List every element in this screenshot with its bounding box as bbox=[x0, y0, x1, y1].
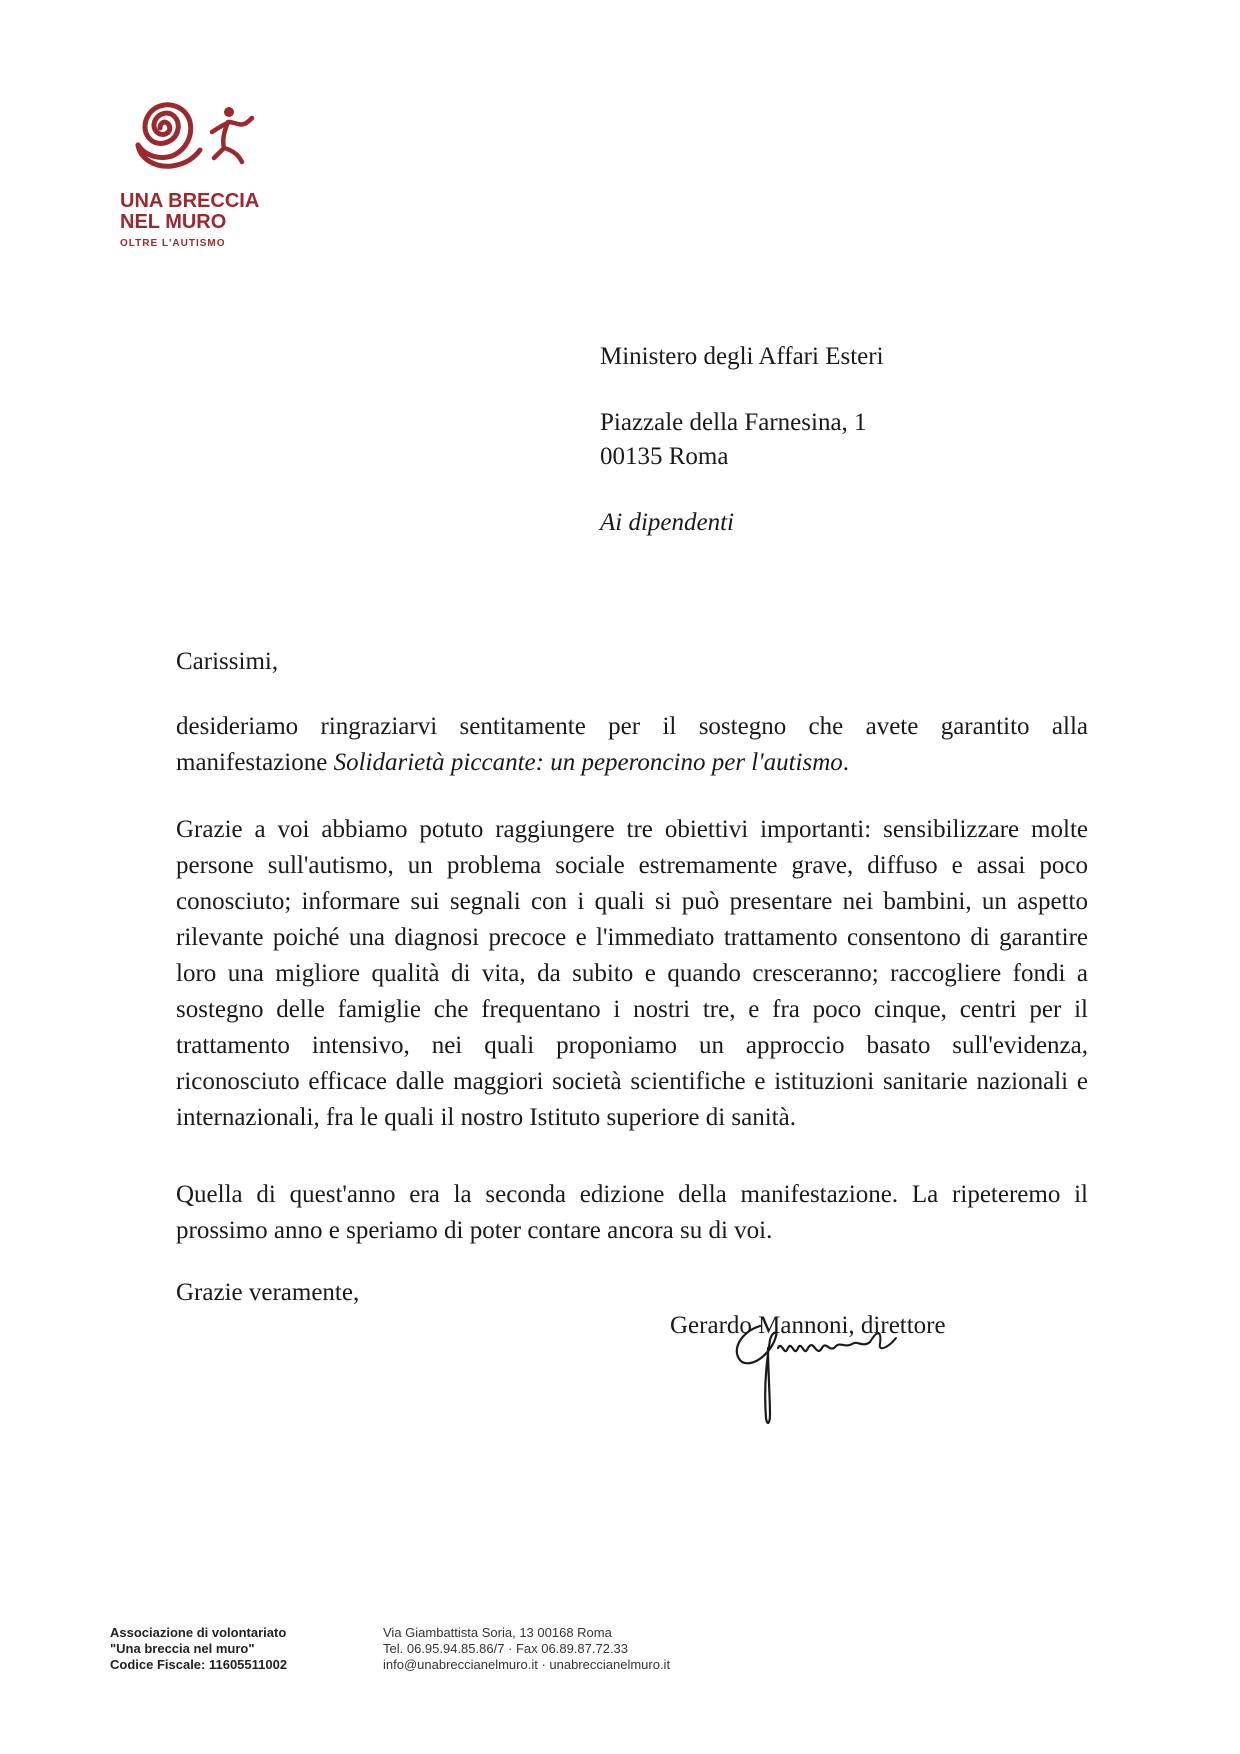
logo-tagline: OLTRE L'AUTISMO bbox=[120, 238, 226, 249]
letter-paragraph-1 bbox=[176, 709, 1088, 781]
letter-paragraph-3 bbox=[176, 1177, 1088, 1249]
letter-closing: Grazie veramente, bbox=[176, 1279, 360, 1306]
paragraph-1-text: desideriamo ringraziarvi sentitamente per il sostegno che avete garantito alla manifestazione bbox=[176, 713, 1088, 776]
paragraph-3-text: Quella di quest'anno era la seconda edizione della manifestazione. La ripeteremo il prossimo anno e speriamo di poter contare ancora su di voi. bbox=[176, 1181, 1088, 1244]
footer-address: Via Giambattista Soria, 13 00168 Roma bbox=[383, 1625, 612, 1640]
signer-name: Gerardo Mannoni, direttore bbox=[670, 1312, 946, 1339]
footer-tax-code: Codice Fiscale: 11605511002 bbox=[110, 1657, 288, 1672]
logo-title-line2: NEL MURO bbox=[120, 211, 227, 233]
footer-org-name: "Una breccia nel muro" bbox=[110, 1641, 255, 1656]
paragraph-2-text: Grazie a voi abbiamo potuto raggiungere tre obiettivi importanti: sensibilizzare molte persone sull'autismo, un problema sociale estremamente grave, diffuso e assai poco conosciuto; informare sui segnali con i quali si può presentare nei bambini, un aspetto rilevante poiché una diagnosi precoce e l'immediato trattamento consentono di garantire loro una migliore qualità di vita, da subito e quando cresceranno; raccogliere fondi a sostegno delle famiglie che frequentano i nostri tre, e fra poco cinque, centri per il trattamento intensivo, nei quali proponiamo un approccio basato sull'evidenza, riconosciuto efficace dalle maggiori società scientifiche e istituzioni sanitarie nazionali e internazionali, fra le quali il nostro Istituto superiore di sanità. bbox=[176, 816, 1088, 1131]
recipient-city: 00135 Roma bbox=[600, 443, 729, 470]
letter-salutation: Carissimi, bbox=[176, 648, 279, 675]
footer-contacts bbox=[383, 1625, 670, 1673]
handwritten-signature bbox=[720, 1318, 920, 1428]
event-name: Solidarietà piccante: un peperoncino per l'autismo bbox=[333, 749, 843, 776]
footer-organization bbox=[110, 1625, 287, 1673]
footer-web: info@unabreccianelmuro.it · unabreccianelmuro.it bbox=[383, 1657, 671, 1672]
letter-paragraph-2 bbox=[176, 812, 1088, 1136]
footer-org-type: Associazione di volontariato bbox=[110, 1625, 287, 1640]
logo-title-line1: UNA BRECCIA bbox=[120, 190, 260, 212]
spiral-runner-icon bbox=[120, 98, 270, 188]
recipient-attention: Ai dipendenti bbox=[600, 509, 734, 536]
recipient-street: Piazzale della Farnesina, 1 bbox=[600, 409, 867, 436]
footer-phone-fax: Tel. 06.95.94.85.86/7 · Fax 06.89.87.72.33 bbox=[383, 1641, 629, 1656]
organization-logo bbox=[120, 98, 280, 258]
paragraph-1-end: . bbox=[842, 749, 850, 776]
recipient-organization: Ministero degli Affari Esteri bbox=[600, 343, 884, 370]
